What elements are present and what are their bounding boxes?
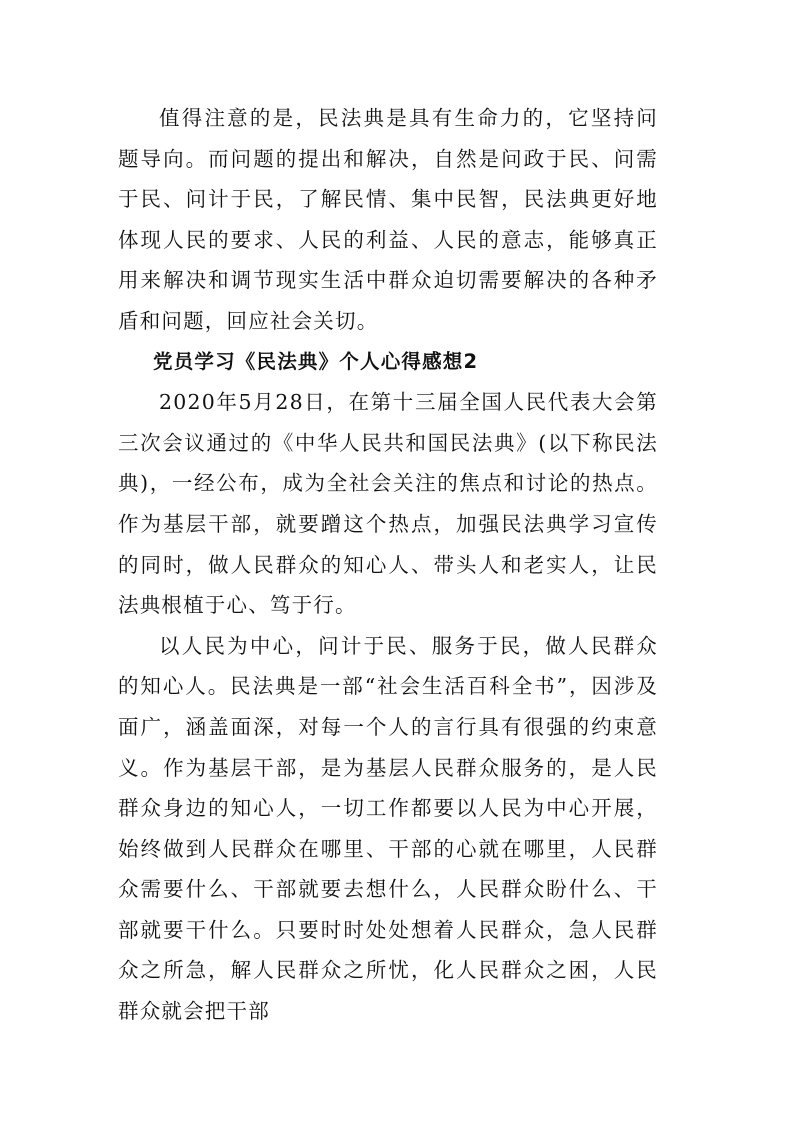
paragraph-2: 2020年5月28日，在第十三届全国人民代表大会第三次会议通过的《中华人民共和国民法典》(以下称民法典)，一经公布，成为全社会关注的焦点和讨论的热点。作为基层干部，就要蹭这个热点，加强民法典学习宣传的同时，做人民群众的知心人、带头人和老实人，让民法典根植于心、笃于行。: [118, 390, 658, 618]
paragraph-1: 值得注意的是，民法典是具有生命力的，它坚持问题导向。而问题的提出和解决，自然是问政于民、问需于民、问计于民，了解民情、集中民智，民法典更好地体现人民的要求、人民的利益、人民的意志，能够真正用来解决和调节现实生活中群众迫切需要解决的各种矛盾和问题，回应社会关切。: [118, 106, 658, 333]
document-body: [118, 98, 658, 1032]
paragraph-3: 以人民为中心，问计于民、服务于民，做人民群众的知心人。民法典是一部“社会生活百科全书”，因涉及面广，涵盖面深，对每一个人的言行具有很强的约束意义。作为基层干部，是为基层人民群众服务的，是人民群众身边的知心人，一切工作都要以人民为中心开展，始终做到人民群众在哪里、干部的心就在哪里，人民群众需要什么、干部就要去想什么，人民群众盼什么、干部就要干什么。只要时时处处想着人民群众，急人民群众之所急，解人民群众之所忧，化人民群众之困，人民群众就会把干部: [118, 633, 658, 1024]
section-heading: 党员学习《民法典》个人心得感想2: [153, 349, 479, 373]
